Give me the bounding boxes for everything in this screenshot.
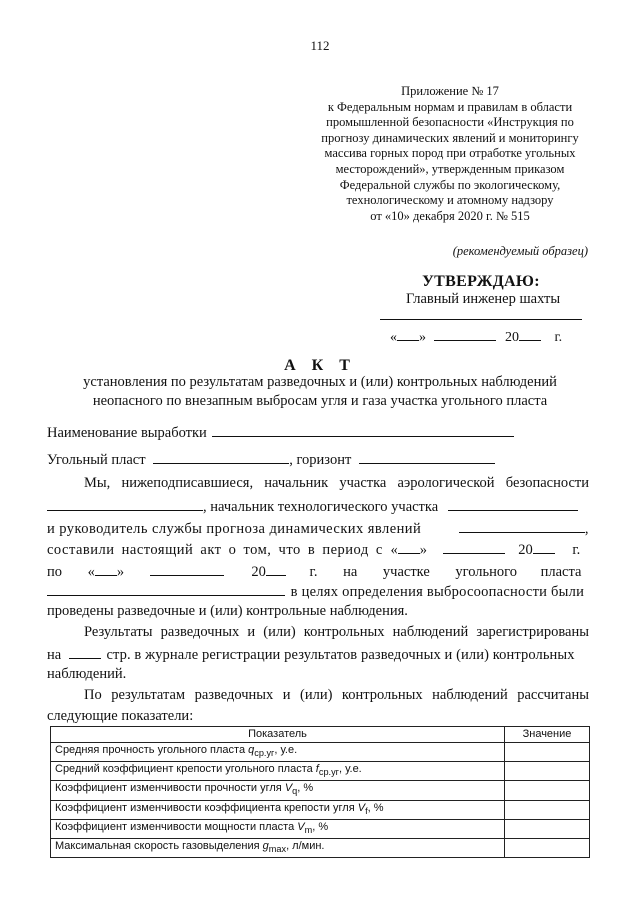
body-line-6: в целях определения выбросоопасности были <box>47 582 589 601</box>
month-blank <box>434 327 496 341</box>
body-line-5: по « » 20 г. на участке угольного пласта <box>47 564 582 580</box>
approval-date-line: « » 20 г. <box>390 327 562 346</box>
value-cell[interactable] <box>505 819 590 838</box>
seam-section-blank <box>47 582 285 596</box>
value-cell[interactable] <box>505 743 590 762</box>
results-line-3: наблюдений. <box>47 666 127 682</box>
indicator-cell: Максимальная скорость газовыделения $g_{max}$, л/мин. <box>51 838 505 857</box>
working-name-field: Наименование выработки <box>47 423 589 442</box>
table-row <box>51 819 590 838</box>
indicator-cell: Коэффициент изменчивости коэффициента крепости угля $V_f$, % <box>51 800 505 819</box>
end-day-blank <box>95 562 117 576</box>
indicators-line-1: По результатам разведочных и (или) контрольных наблюдений рассчитаны <box>84 687 589 703</box>
body-line-1: Мы, нижеподписавшиеся, начальник участка аэрологической безопасности <box>84 475 589 491</box>
table-row <box>51 838 590 857</box>
table-header-row <box>51 727 590 743</box>
appendix-line: технологическому и атомному надзору <box>346 193 554 208</box>
body-line-7: проведены разведочные и (или) контрольные наблюдения. <box>47 603 408 619</box>
indicators-line-2: следующие показатели: <box>47 708 194 724</box>
document-title: А К Т <box>284 357 356 374</box>
appendix-line: промышленной безопасности «Инструкция по <box>326 115 574 130</box>
header-indicator: Показатель <box>51 727 505 743</box>
horizon-blank <box>359 450 495 464</box>
signature-line <box>380 319 582 320</box>
end-year-blank <box>266 562 286 576</box>
table-row <box>51 743 590 762</box>
table-row <box>51 781 590 800</box>
indicator-cell: Средний коэффициент крепости угольного пласта $f_{ср.уг}$, у.е. <box>51 762 505 781</box>
year-blank <box>519 327 541 341</box>
aerology-chief-blank <box>47 497 203 511</box>
day-blank <box>397 327 419 341</box>
tech-chief-blank <box>448 497 578 511</box>
body-line-2: , начальник технологического участка <box>47 497 589 516</box>
approval-position: Главный инженер шахты <box>405 291 561 307</box>
value-cell[interactable] <box>505 838 590 857</box>
end-month-blank <box>150 562 224 576</box>
indicator-cell: Коэффициент изменчивости прочности угля $V_q$, % <box>51 781 505 800</box>
seam-horizon-field: Угольный пласт , горизонт <box>47 450 589 469</box>
body-line-3: и руководитель службы прогноза динамических явлений , <box>47 521 589 537</box>
header-value: Значение <box>505 727 590 743</box>
appendix-line: месторождений», утвержденным приказом <box>335 161 565 176</box>
start-month-blank <box>443 540 505 554</box>
appendix-line: к Федеральным нормам и правилам в области <box>327 99 573 114</box>
recommended-sample-note: (рекомендуемый образец) <box>452 244 588 258</box>
journal-page-blank <box>69 645 101 659</box>
appendix-line: прогнозу динамических явлений и мониторингу <box>321 130 579 145</box>
value-cell[interactable] <box>505 781 590 800</box>
appendix-line: массива горных пород при отработке угольных <box>324 146 576 161</box>
appendix-line: Приложение № 17 <box>401 84 499 98</box>
indicators-table <box>50 726 590 858</box>
table-row <box>51 762 590 781</box>
start-day-blank <box>398 540 420 554</box>
page-number: 112 <box>310 38 330 53</box>
appendix-line: от «10» декабря 2020 г. № 515 <box>370 208 530 223</box>
value-cell[interactable] <box>505 762 590 781</box>
appendix-line: Федеральной службы по экологическому, <box>339 177 561 192</box>
table-row <box>51 800 590 819</box>
body-line-4: составили настоящий акт о том, что в период с « » 20 г. <box>47 542 581 558</box>
appendix-note <box>300 84 600 224</box>
approval-heading: УТВЕРЖДАЮ: <box>422 273 540 290</box>
forecast-head-blank <box>459 519 585 533</box>
indicator-cell: Средняя прочность угольного пласта $q_{ср.уг}$, у.е. <box>51 743 505 762</box>
indicator-cell: Коэффициент изменчивости мощности пласта $V_m$, % <box>51 819 505 838</box>
results-line-1: Результаты разведочных и (или) контрольных наблюдений зарегистрированы <box>84 624 589 640</box>
value-cell[interactable] <box>505 800 590 819</box>
working-name-blank <box>212 423 514 437</box>
start-year-blank <box>533 540 555 554</box>
results-line-2: на стр. в журнале регистрации результатов разведочных и (или) контрольных <box>47 647 575 663</box>
document-subtitle: установления по результатам разведочных и (или) контрольных наблюдений неопасного по внезапным выбросам угля и газа участка угольного пласта <box>83 374 557 409</box>
seam-blank <box>153 450 289 464</box>
